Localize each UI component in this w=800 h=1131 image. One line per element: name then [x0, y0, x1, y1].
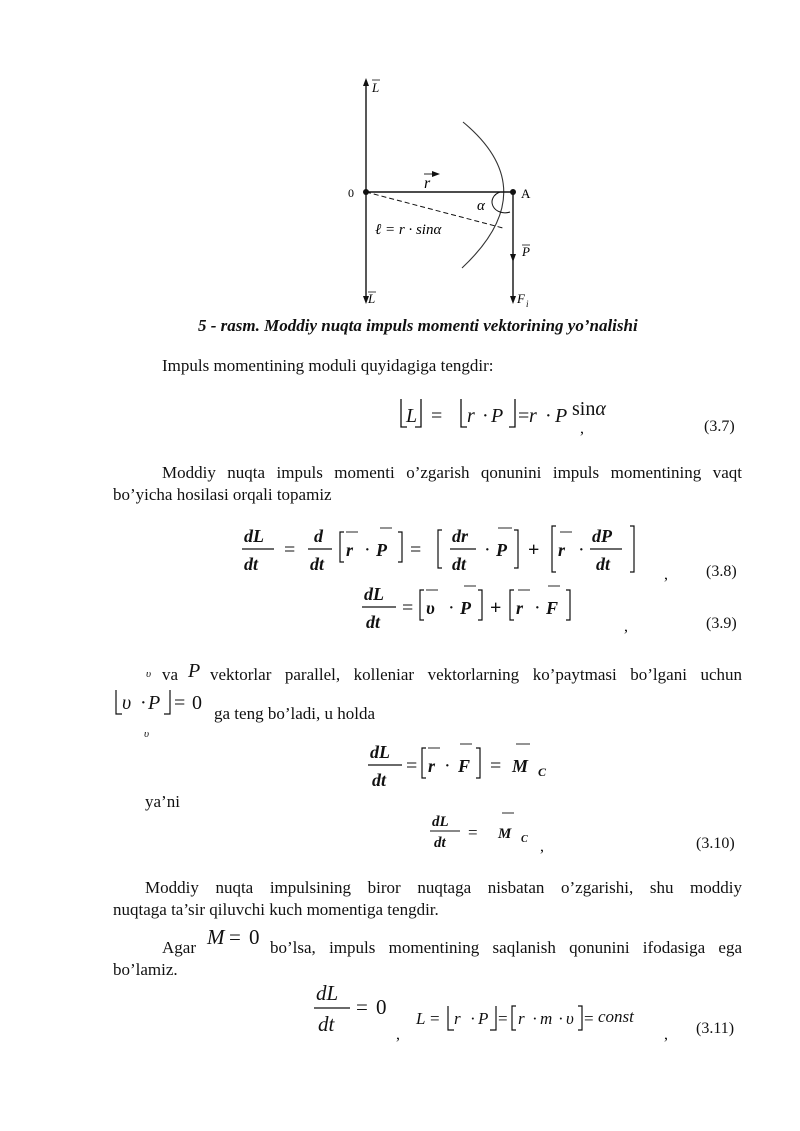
- A-label: A: [521, 186, 531, 201]
- svg-text:r: r: [428, 756, 436, 776]
- svg-text:·: ·: [448, 597, 455, 619]
- paragraph-2-line-1: Moddiy nuqta impuls momenti o’zgarish qonunini impuls momentining vaqt: [162, 463, 742, 482]
- svg-text:dP: dP: [592, 526, 612, 546]
- equation-3-8: [240, 520, 645, 578]
- L-bottom-label: L: [368, 291, 376, 306]
- svg-text:=: =: [284, 539, 296, 561]
- svg-text:C: C: [521, 834, 528, 845]
- equation-3-11-comma-2: ,: [664, 1026, 668, 1043]
- svg-text:·: ·: [558, 1009, 564, 1028]
- agar-text: Agar: [162, 938, 196, 957]
- equation-3-11-number: (3.11): [696, 1020, 735, 1037]
- svg-text:·: ·: [140, 692, 147, 714]
- F-subscript: i: [526, 299, 529, 309]
- equation-3-7-number: (3.7): [704, 418, 735, 435]
- svg-text:·: ·: [484, 539, 491, 561]
- equation-3-10-number: (3.10): [696, 835, 735, 852]
- svg-text:=: =: [498, 1009, 508, 1028]
- svg-text:·: ·: [482, 405, 489, 427]
- svg-text:=: =: [356, 995, 368, 1019]
- r-label: r: [424, 175, 431, 192]
- paragraph-3-line-2: ga teng bo’ladi, u holda: [214, 704, 375, 723]
- equation-moment-force: [366, 738, 566, 794]
- svg-text:·: ·: [470, 1009, 476, 1028]
- svg-text:r: r: [558, 540, 566, 560]
- equation-3-10-comma: ,: [540, 838, 544, 855]
- svg-text:·: ·: [364, 539, 371, 561]
- svg-text:0: 0: [376, 995, 387, 1019]
- svg-text:υ: υ: [426, 598, 435, 618]
- svg-text:dt: dt: [244, 554, 259, 574]
- equation-3-7: [395, 393, 585, 433]
- svg-text:=: =: [402, 597, 414, 619]
- svg-text:F: F: [546, 598, 559, 618]
- svg-text:dL: dL: [364, 584, 384, 604]
- svg-text:P: P: [491, 405, 504, 427]
- equation-3-11-comma-1: ,: [396, 1026, 400, 1043]
- svg-text:M: M: [512, 756, 529, 776]
- svg-text:L: L: [406, 405, 418, 427]
- const-text: const: [598, 1007, 634, 1026]
- svg-text:dt: dt: [366, 612, 381, 632]
- svg-text:dr: dr: [452, 526, 469, 546]
- svg-text:=: =: [410, 539, 422, 561]
- paragraph-5-line-1: bo’lsa, impuls momentining saqlanish qonunini ifodasiga ega: [270, 938, 742, 957]
- svg-text:r: r: [516, 598, 524, 618]
- point-A: [510, 189, 516, 195]
- svg-text:+: +: [528, 539, 540, 561]
- svg-text:=: =: [430, 1009, 440, 1028]
- svg-text:r: r: [454, 1009, 461, 1028]
- svg-text:dL: dL: [432, 814, 449, 830]
- svg-text:dt: dt: [434, 835, 446, 851]
- va-text: va: [162, 665, 179, 684]
- ell-formula: ℓ = r · sinα: [375, 222, 442, 238]
- svg-text:dt: dt: [596, 554, 611, 574]
- svg-text:dt: dt: [310, 554, 325, 574]
- svg-text:r: r: [518, 1009, 525, 1028]
- M-equals-zero: [205, 922, 267, 952]
- equation-3-10: [428, 808, 538, 852]
- svg-text:=: =: [406, 755, 418, 777]
- svg-text:dt: dt: [372, 770, 387, 790]
- equation-3-9-comma: ,: [624, 618, 628, 635]
- svg-text:0: 0: [249, 925, 260, 949]
- svg-text:M: M: [207, 925, 225, 949]
- svg-text:·: ·: [545, 405, 552, 427]
- svg-text:dt: dt: [452, 554, 467, 574]
- svg-text:M: M: [498, 826, 512, 842]
- stray-v-symbol: υ: [144, 728, 150, 740]
- svg-text:·: ·: [578, 539, 585, 561]
- F-label: F: [517, 291, 525, 306]
- yani-text: ya’ni: [145, 792, 180, 811]
- svg-text:=: =: [468, 823, 478, 842]
- svg-text:r: r: [346, 540, 354, 560]
- paragraph-4-line-1: Moddiy nuqta impulsining biror nuqtaga nisbatan o’zgarishi, shu moddiy: [145, 878, 742, 897]
- svg-text:=: =: [229, 925, 241, 949]
- paragraph-4-line-2: nuqtaga ta’sir qiluvchi kuch momentiga tengdir.: [113, 900, 439, 919]
- equation-3-7-sin-text: sinα: [572, 398, 606, 420]
- trajectory-arc: [462, 122, 504, 268]
- svg-text:P: P: [555, 405, 568, 427]
- svg-text:d: d: [314, 526, 323, 546]
- equation-3-9: [360, 580, 580, 634]
- svg-text:·: ·: [534, 597, 541, 619]
- svg-text:+: +: [490, 597, 502, 619]
- alpha-label: α: [477, 198, 485, 214]
- equation-3-8-number: (3.8): [706, 563, 737, 580]
- svg-text:υ: υ: [122, 692, 132, 714]
- svg-text:P: P: [376, 540, 387, 560]
- svg-text:r: r: [529, 405, 537, 427]
- svg-text:0: 0: [192, 692, 202, 714]
- svg-text:=: =: [431, 405, 443, 427]
- svg-text:=: =: [174, 692, 186, 714]
- equation-3-9-number: (3.9): [706, 615, 737, 632]
- svg-text:=: =: [518, 405, 530, 427]
- svg-text:dL: dL: [316, 981, 339, 1005]
- svg-text:P: P: [148, 692, 161, 714]
- svg-text:dt: dt: [318, 1012, 335, 1036]
- svg-text:P: P: [478, 1009, 489, 1028]
- svg-text:r: r: [467, 405, 475, 427]
- svg-text:P: P: [496, 540, 507, 560]
- svg-text:dL: dL: [370, 742, 390, 762]
- origin-label: 0: [348, 186, 354, 200]
- equation-3-8-comma: ,: [664, 566, 668, 583]
- svg-text:·: ·: [532, 1009, 538, 1028]
- paragraph-3-line-1: vektorlar parallel, kolleniar vektorlarning ko’paytmasi bo’lgani uchun: [210, 665, 742, 684]
- svg-text:P: P: [460, 598, 471, 618]
- svg-text:=: =: [584, 1009, 594, 1028]
- svg-text:C: C: [538, 765, 547, 779]
- paragraph-1: Impuls momentining moduli quyidagiga tengdir:: [162, 356, 494, 375]
- svg-text:dL: dL: [244, 526, 264, 546]
- figure-caption: 5 - rasm. Moddiy nuqta impuls momenti vektorining yo’nalishi: [198, 316, 638, 335]
- L-top-label: L: [372, 80, 380, 95]
- svg-text:L: L: [416, 1009, 426, 1028]
- equation-3-11-left: [312, 978, 394, 1038]
- svg-text:υ: υ: [566, 1009, 574, 1028]
- svg-text:F: F: [458, 756, 471, 776]
- v-symbol-small: υ: [146, 668, 152, 680]
- P-symbol: P: [188, 660, 201, 682]
- svg-text:=: =: [490, 755, 502, 777]
- svg-text:·: ·: [444, 755, 451, 777]
- paragraph-2-line-2: bo’yicha hosilasi orqali topamiz: [113, 485, 332, 504]
- P-label: P: [522, 244, 530, 259]
- v-cross-P-zero: [112, 688, 212, 718]
- origin-point: [363, 189, 369, 195]
- svg-text:m: m: [540, 1009, 553, 1028]
- equation-3-7-comma: ,: [580, 420, 584, 437]
- moment-figure: [340, 72, 560, 317]
- paragraph-5-line-2: bo’lamiz.: [113, 960, 178, 979]
